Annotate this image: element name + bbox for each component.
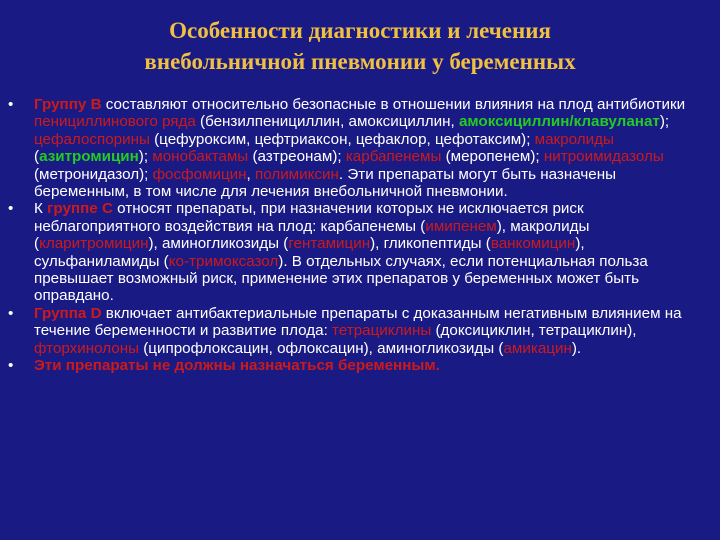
bullet-segment: пенициллинового ряда xyxy=(34,113,196,131)
bullet-text xyxy=(34,305,682,357)
bullet-segment: ); xyxy=(138,148,153,166)
bullet-segment: относят препараты, при назначении которых не исключается риск неблагоприятного воздействия на плод: карбапенемы ( xyxy=(34,200,584,235)
bullet-segment: Эти препараты не должны назначаться беременным. xyxy=(34,357,440,375)
bullet-marker: • xyxy=(8,357,14,375)
bullet-segment: амоксициллин/клавуланат xyxy=(458,113,660,131)
bullet-segment: , xyxy=(246,165,255,183)
bullet-segment: макролиды xyxy=(534,130,614,148)
bullet-segment: (ципрофлоксацин, офлоксацин), аминогликозиды ( xyxy=(139,339,504,357)
bullet-item-group-d xyxy=(0,305,720,357)
bullet-segment: ), аминогликозиды ( xyxy=(148,235,289,253)
bullet-segment: (бензилпенициллин, амоксициллин, xyxy=(195,113,459,131)
bullet-segment: ). xyxy=(571,339,582,357)
bullet-segment: нитроимидазолы xyxy=(543,148,664,166)
bullet-segment: (азтреонам); xyxy=(248,148,346,166)
bullet-segment: тетрациклины xyxy=(332,322,432,340)
bullet-segment: включает антибактериальные препараты с доказанным негативным влиянием на течение беременности и развитие плода: xyxy=(34,304,682,340)
bullet-segment: цефалоспорины xyxy=(34,130,150,148)
bullet-text xyxy=(34,357,440,374)
bullet-segment: карбапенемы xyxy=(345,148,442,166)
bullet-segment: (доксициклин, тетрациклин), xyxy=(431,322,637,340)
bullet-segment: гентамицин xyxy=(288,235,371,253)
bullet-segment: Группа D xyxy=(34,304,102,322)
bullet-segment: азитромицин xyxy=(39,148,139,166)
bullet-segment: имипенем xyxy=(425,217,497,235)
bullet-segment: (цефуроксим, цефтриаксон, цефаклор, цефотаксим); xyxy=(149,130,535,148)
bullet-segment: ). В отдельных случаях, если потенциальная польза превышает возможный риск, применение этих препаратов у беременных может быть оправдано. xyxy=(34,252,648,305)
bullet-item-group-b xyxy=(0,96,720,200)
bullet-segment: кларитромицин xyxy=(39,235,149,253)
bullet-item-group-c xyxy=(0,200,720,304)
bullet-segment: группе С xyxy=(47,200,113,218)
bullet-segment: составляют относительно безопасные в отношении влияния на плод антибиотики xyxy=(101,96,686,113)
bullet-segment: ванкомицин xyxy=(490,235,576,253)
bullet-segment: ко-тримоксазол xyxy=(168,252,279,270)
bullet-segment: фосфомицин xyxy=(152,165,247,183)
bullet-marker: • xyxy=(8,96,14,113)
bullet-segment: Группу В xyxy=(34,96,102,113)
bullet-segment: ); xyxy=(659,113,670,131)
bullet-segment: К xyxy=(34,200,48,218)
bullet-segment: ), сульфаниламиды ( xyxy=(34,235,585,270)
bullet-segment: монобактамы xyxy=(152,148,249,166)
bullet-marker: • xyxy=(8,304,14,322)
bullet-segment: . Эти препараты могут быть назначены беременным, в том числе для лечения внебольничной пневмонии. xyxy=(34,165,617,201)
bullet-segment: ), макролиды ( xyxy=(34,217,590,253)
bullet-segment: фторхинолоны xyxy=(34,339,140,357)
slide-title xyxy=(40,15,680,77)
bullet-text xyxy=(34,200,648,304)
bullet-list xyxy=(0,96,720,375)
bullet-marker: • xyxy=(8,200,14,218)
bullet-item-warning xyxy=(0,357,720,374)
slide-title-line-2: внебольничной пневмонии у беременных xyxy=(144,49,576,74)
bullet-segment: ( xyxy=(34,148,40,166)
bullet-text xyxy=(34,96,685,200)
bullet-segment: амикацин xyxy=(503,339,572,357)
slide-title-line-1: Особенности диагностики и лечения xyxy=(169,18,551,43)
bullet-segment: (метронидазол); xyxy=(34,165,153,183)
bullet-segment: полимиксин xyxy=(255,165,339,183)
bullet-segment: ), гликопептиды ( xyxy=(370,235,491,253)
bullet-segment: (меропенем); xyxy=(441,148,544,166)
